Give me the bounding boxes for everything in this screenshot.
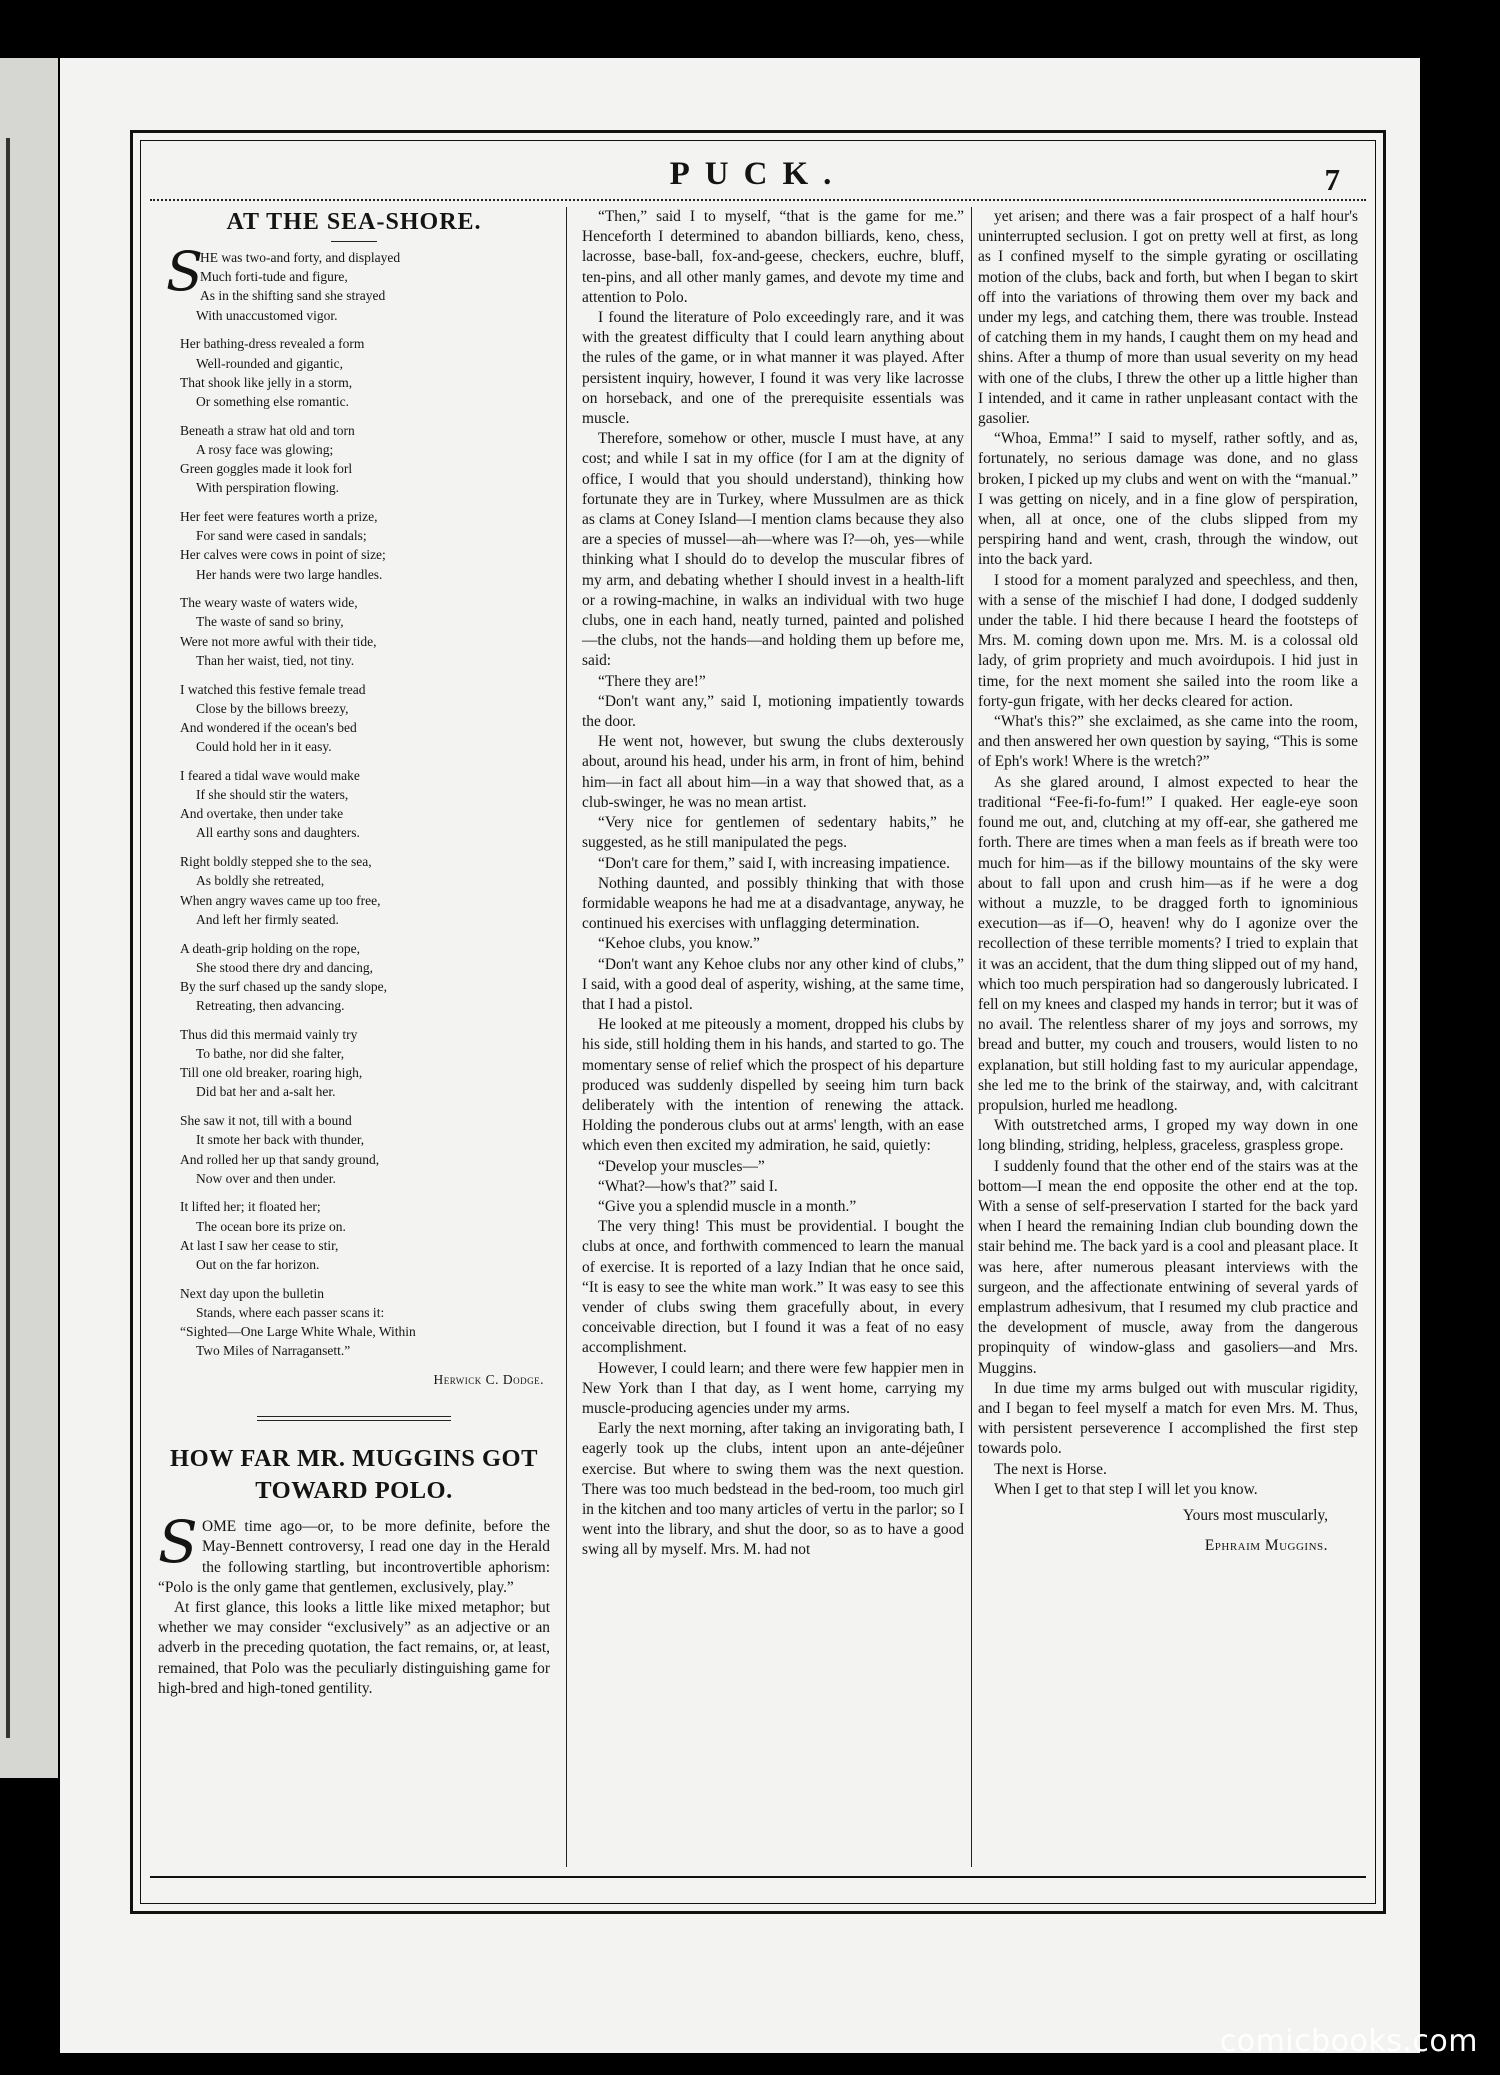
masthead-rule [150, 199, 1366, 201]
poem-stanza [180, 593, 550, 670]
poem-line: And rolled her up that sandy ground, [180, 1151, 380, 1167]
poem-line: Two Miles of Narragansett.” [196, 1343, 351, 1359]
poem-line: Could hold her in it easy. [196, 739, 332, 755]
poem-line: Next day upon the bulletin [180, 1285, 324, 1301]
poem-line: By the surf chased up the sandy slope, [180, 978, 387, 994]
poem-line: As in the shifting sand she strayed [200, 288, 386, 304]
poem-line: All earthy sons and daughters. [196, 825, 360, 841]
poem-line: HE was two-and forty, and displayed [200, 250, 401, 265]
poem-line: And overtake, then under take [180, 806, 344, 822]
poem-stanza [180, 939, 550, 1016]
article-paragraph: Early the next morning, after taking an invigorating bath, I eagerly took up the clubs, intent upon an ante-déjeûner exercise. But where to swing them was the next question. There was too much bedstead in the bed-room, too much girl in the kitchen and too many articles of vertu in the parlor; so I went into the library, and shut the door, so as to have a good swing all by myself. Mrs. M. had not [582, 1420, 964, 1559]
poem-line: Or something else romantic. [196, 393, 349, 409]
article-paragraph: I suddenly found that the other end of the stairs was at the bottom—I mean the end opposite the other end at the top. With a sense of self-preservation I started for the back yard when I heard the remaining Indian club bounding down the stair behind me. The back yard is a cool and pleasant place. It was here, after numerous pleasant interviews with the surgeon, and the affectionate entwining of several yards of emplastrum adhesivum, that I resumed my club practice and the development of muscle, away from the dangerous propinquity of window-glass and gasoliers—and Mrs. Muggins. [978, 1157, 1358, 1377]
poem-line: Were not more awful with their tide, [180, 633, 377, 649]
article-title-line-2: TOWARD POLO. [255, 1477, 453, 1505]
poem-line: Her feet were features worth a prize, [180, 508, 378, 524]
poem-stanza [180, 1025, 550, 1102]
article-author: Ephraim Muggins. [1204, 1537, 1328, 1555]
poem-line: Stands, where each passer scans it: [196, 1304, 385, 1320]
poem-stanza [180, 766, 550, 843]
poem-line: It smote her back with thunder, [196, 1132, 365, 1148]
poem-line: With perspiration flowing. [196, 480, 340, 496]
poem-stanza [180, 852, 550, 929]
article-paragraph: yet arisen; and there was a fair prospect of a half hour's uninterrupted seclusion. I got on pretty well at first, as long as I confined myself to the simple gyrating or oscillating motion of the clubs, back and forth, but when I began to skirt off into the variations of throwing them over my back and under my legs, and catching them, there was trouble. Instead of catching them in my hands, I caught them on my head and shins. After a thump of more than usual severity on my head with one of the clubs, I threw the other up a little higher than I intended, and it came in rather unpleasant contact with the gasolier. [978, 208, 1358, 428]
article-paragraph: He looked at me piteously a moment, dropped his clubs by his side, still holding them in his hands, and started to go. The momentary sense of relief which the prospect of his departure produced was suddenly dispelled by seeing him turn back deliberately with the intention of renewing the attack. Holding the ponderous clubs out at arms' length, with an ease which even then excited my admiration, he said, quietly: [582, 1016, 964, 1155]
column-divider [566, 207, 567, 1867]
page-number: 7 [1324, 162, 1340, 197]
article-paragraph: “Whoa, Emma!” I said to myself, rather softly, and as, fortunately, no serious damage was done, and no glass broken, I picked up my clubs and went on with the “manual.” I was getting on nicely, and in a fine glow of perspiration, when, all at once, one of the clubs slipped from my perspiring hand and went, crash, through the window, out into the back yard. [978, 430, 1358, 569]
poem-line: I feared a tidal wave would make [180, 767, 360, 783]
article-paragraph: However, I could learn; and there were few happier men in New York than I that day, as I went home, carrying my muscle-producing agencies under my arms. [582, 1359, 964, 1417]
article-paragraph: When I get to that step I will let you know. [994, 1480, 1258, 1498]
poem-line: A death-grip holding on the rope, [180, 940, 360, 956]
poem-line: Than her waist, tied, not tiny. [196, 652, 355, 668]
article-paragraph: “What's this?” she exclaimed, as she came into the room, and then answered her own question by saying, “This is some of Eph's work! Where is the wretch?” [978, 713, 1358, 771]
article-paragraph: “Kehoe clubs, you know.” [598, 935, 760, 953]
poem-line: Well-rounded and gigantic, [196, 355, 343, 371]
article-drop-cap: S [158, 1508, 198, 1577]
article-paragraph: I found the literature of Polo exceedingly rare, and it was with the greatest difficulty that I could learn anything about the rules of the game, or in what manner it was played. After persistent inquiry, however, I found it was very like lacrosse on horseback, and one of the prerequisite essentials was muscle. [582, 309, 964, 428]
poem-line: As boldly she retreated, [196, 873, 325, 889]
poem-line: If she should stir the waters, [196, 787, 349, 803]
poem-line: It lifted her; it floated her; [180, 1199, 321, 1215]
poem-stanza [180, 421, 550, 498]
article-paragraph: “Then,” said I to myself, “that is the game for me.” Henceforth I determined to abandon billiards, keno, chess, lacrosse, base-ball, fox-and-geese, checkers, euchre, bluff, ten-pins, and all other manly games, and devote my time and attention to Polo. [582, 208, 964, 306]
poem-line: Her calves were cows in point of size; [180, 547, 386, 563]
article-title [158, 1443, 550, 1507]
masthead [150, 150, 1366, 198]
section-separator [257, 1416, 451, 1421]
poem-line: For sand were cased in sandals; [196, 528, 367, 544]
poem-line: I watched this festive female tread [180, 681, 366, 697]
poem-author: Herwick C. Dodge. [433, 1372, 544, 1388]
column-2 [582, 207, 964, 1857]
article-paragraph: Therefore, somehow or other, muscle I must have, at any cost; and while I sat in my office (for I am at the dignity of office, I would that you should understand), thinking how fortunate they are in Turkey, where Mussulmen are as thick as clams at Coney Island—I mention clams because they also are a species of mussel—ah—where was I?—oh, yes—while thinking what I should do to develop the muscular fibres of my arm, and debating whether I should invest in a health-lift or a rowing-machine, in walks an individual with two huge clubs, one in each hand, neatly turned, painted and polished—the clubs, not the hands—and holding them up before me, said: [582, 430, 964, 670]
poem-line: Thus did this mermaid vainly try [180, 1026, 358, 1042]
poem-line: Close by the billows breezy, [196, 700, 349, 716]
article-paragraph: “There they are!” [598, 672, 706, 690]
article-paragraph: “What?—how's that?” said I. [598, 1177, 778, 1195]
poem-stanza [180, 334, 550, 411]
article-title-line-1: HOW FAR MR. MUGGINS GOT [170, 1445, 538, 1473]
poem-line: Her bathing-dress revealed a form [180, 336, 365, 352]
poem-line: The waste of sand so briny, [196, 614, 344, 630]
poem-line: She saw it not, till with a bound [180, 1113, 352, 1129]
poem-line: And wondered if the ocean's bed [180, 719, 357, 735]
poem-line: At last I saw her cease to stir, [180, 1237, 339, 1253]
bottom-rule [150, 1876, 1366, 1878]
poem-line: She stood there dry and dancing, [196, 959, 373, 975]
article-paragraph: In due time my arms bulged out with muscular rigidity, and I began to feel myself a match for even Mrs. M. Thus, with persistent perseverence I accomplished the first step towards polo. [978, 1379, 1358, 1458]
watermark: comicbooks.com [1219, 2024, 1478, 2059]
poem-line: Did bat her and a-salt her. [196, 1084, 336, 1100]
poem-line: The weary waste of waters wide, [180, 595, 358, 611]
article-paragraph: “Develop your muscles—” [598, 1157, 765, 1175]
poem-line: Right boldly stepped she to the sea, [180, 854, 372, 870]
article-paragraph: I stood for a moment paralyzed and speechless, and then, with a sense of the mischief I had done, I dodged suddenly under the table. I hid there because I heard the footsteps of Mrs. M. coming down upon me. Mrs. M. is a colossal old lady, of grim propriety and much avoirdupois. I hid just in time, for the next moment she sailed into the room like a forty-gun frigate, with her decks cleared for action. [978, 571, 1358, 710]
poem-line: Green goggles made it look forl [180, 461, 353, 477]
adjacent-page-edge [0, 58, 58, 1778]
article-paragraph: SOME time ago—or, to be more definite, before the May-Bennett controversy, I read one day in the Herald the following startling, but incontrovertible aphorism: “Polo is the only game that gentlemen, exclusively, play.” [158, 1508, 550, 1596]
poem-line: Out on the far horizon. [196, 1257, 320, 1273]
article-closing: Yours most muscularly, [1183, 1507, 1328, 1524]
article-paragraph: The next is Horse. [994, 1460, 1107, 1478]
poem-line: To bathe, nor did she falter, [196, 1046, 345, 1062]
poem-line: Much forti-tude and figure, [200, 269, 348, 285]
article-paragraph: He went not, however, but swung the clubs dexterously about, around his head, under his arm, in front of him, behind him—in fact all about him—in a way that showed that, as a club-swinger, he was no mean artist. [582, 733, 964, 811]
column-divider [971, 207, 972, 1867]
poem-stanza [180, 1197, 550, 1274]
article-paragraph: With outstretched arms, I groped my way down in one long blinding, striding, helpless, graceless, graspless grope. [978, 1117, 1358, 1155]
article-paragraph: “Don't care for them,” said I, with increasing impatience. [598, 854, 950, 872]
article-paragraph: At first glance, this looks a little like mixed metaphor; but whether we may consider “exclusively” as an adjective or an adverb in the preceding quotation, the fact remains, or, at least, remained, that Polo was the peculiarly distinguishing game for high-bred and high-toned gentility. [158, 1599, 550, 1697]
article-body-col1 [158, 1508, 550, 1699]
masthead-title: PUCK. [669, 156, 847, 192]
poem-line: That shook like jelly in a storm, [180, 374, 353, 390]
poem-line: The ocean bore its prize on. [196, 1218, 346, 1234]
poem-line: A rosy face was glowing; [196, 441, 334, 457]
poem-line: Beneath a straw hat old and torn [180, 422, 355, 438]
poem-stanza [180, 507, 550, 584]
poem-line: With unaccustomed vigor. [196, 307, 338, 323]
poem-stanza [180, 1284, 550, 1361]
poem-line: Retreating, then advancing. [196, 998, 345, 1014]
article-body-col3 [978, 207, 1358, 1500]
article-paragraph: “Give you a splendid muscle in a month.” [598, 1197, 857, 1215]
poem-stanza [180, 680, 550, 757]
article-paragraph: As she glared around, I almost expected to hear the traditional “Fee-fi-fo-fum!” I quaked. Her eagle-eye soon found me out, and, clutching at my off-ear, she gathered me forth. There are times when a man feels as if breath were too much for him—as if the billowy mountains of the sky were about to fall upon and crush him—as if he were a dog without a muzzle, to be dragged forth to ignominious execution—as if—O, heaven! why do I agonize over the recollection of these terrible moments? I tried to explain that it was an accident, that the dum thing slipped out of my hand, which too much perspiration had so dangerously lubricated. I fell on my knees and clasped my hands in terror; but it was of no avail. The relentless sharer of my joys and sorrows, my bread and butter, my couch and trousers, would listen to no explanation, but still holding fast to my auricular appendage, she led me to the brink of the stairway, and, with calcitrant propulsion, hurled me headlong. [978, 773, 1358, 1114]
poem-line: Till one old breaker, roaring high, [180, 1065, 363, 1081]
poem-line: “Sighted—One Large White Whale, Within [180, 1324, 416, 1340]
article-paragraph: Nothing daunted, and possibly thinking that with those formidable weapons he had me at a disadvantage, anyway, he continued his exercises with unflagging determination. [582, 874, 964, 933]
poem-title: AT THE SEA-SHORE. [226, 209, 482, 235]
poem-line: When angry waves came up too free, [180, 892, 381, 908]
poem-line: Now over and then under. [196, 1170, 336, 1186]
article-paragraph: “Don't want any Kehoe clubs nor any other kind of clubs,” I said, with a good deal of asperity, wishing, at the same time, that I had a pistol. [582, 955, 964, 1013]
column-3 [978, 207, 1358, 1857]
article-paragraph: “Don't want any,” said I, motioning impatiently towards the door. [582, 692, 964, 731]
column-1 [158, 207, 550, 1857]
poem-line: Her hands were two large handles. [196, 566, 383, 582]
poem-line: And left her firmly seated. [196, 911, 339, 927]
poem-drop-cap: S [166, 240, 203, 303]
title-rule [331, 241, 377, 242]
poem-stanza [180, 1111, 550, 1188]
poem-body [158, 240, 550, 1361]
article-paragraph: “Very nice for gentlemen of sedentary habits,” he suggested, as he still manipulated the pegs. [582, 814, 964, 852]
article-paragraph: The very thing! This must be providential. I bought the clubs at once, and forthwith commenced to learn the manual of exercise. It is reported of a lazy Indian that he once said, “It is easy to see the white man work.” It was easy to see this vender of clubs swing them gracefully about, in every conceivable direction, but I found it was a feat of no easy accomplishment. [582, 1218, 964, 1357]
article-body-col2 [582, 207, 964, 1561]
poem-stanza [166, 240, 550, 325]
